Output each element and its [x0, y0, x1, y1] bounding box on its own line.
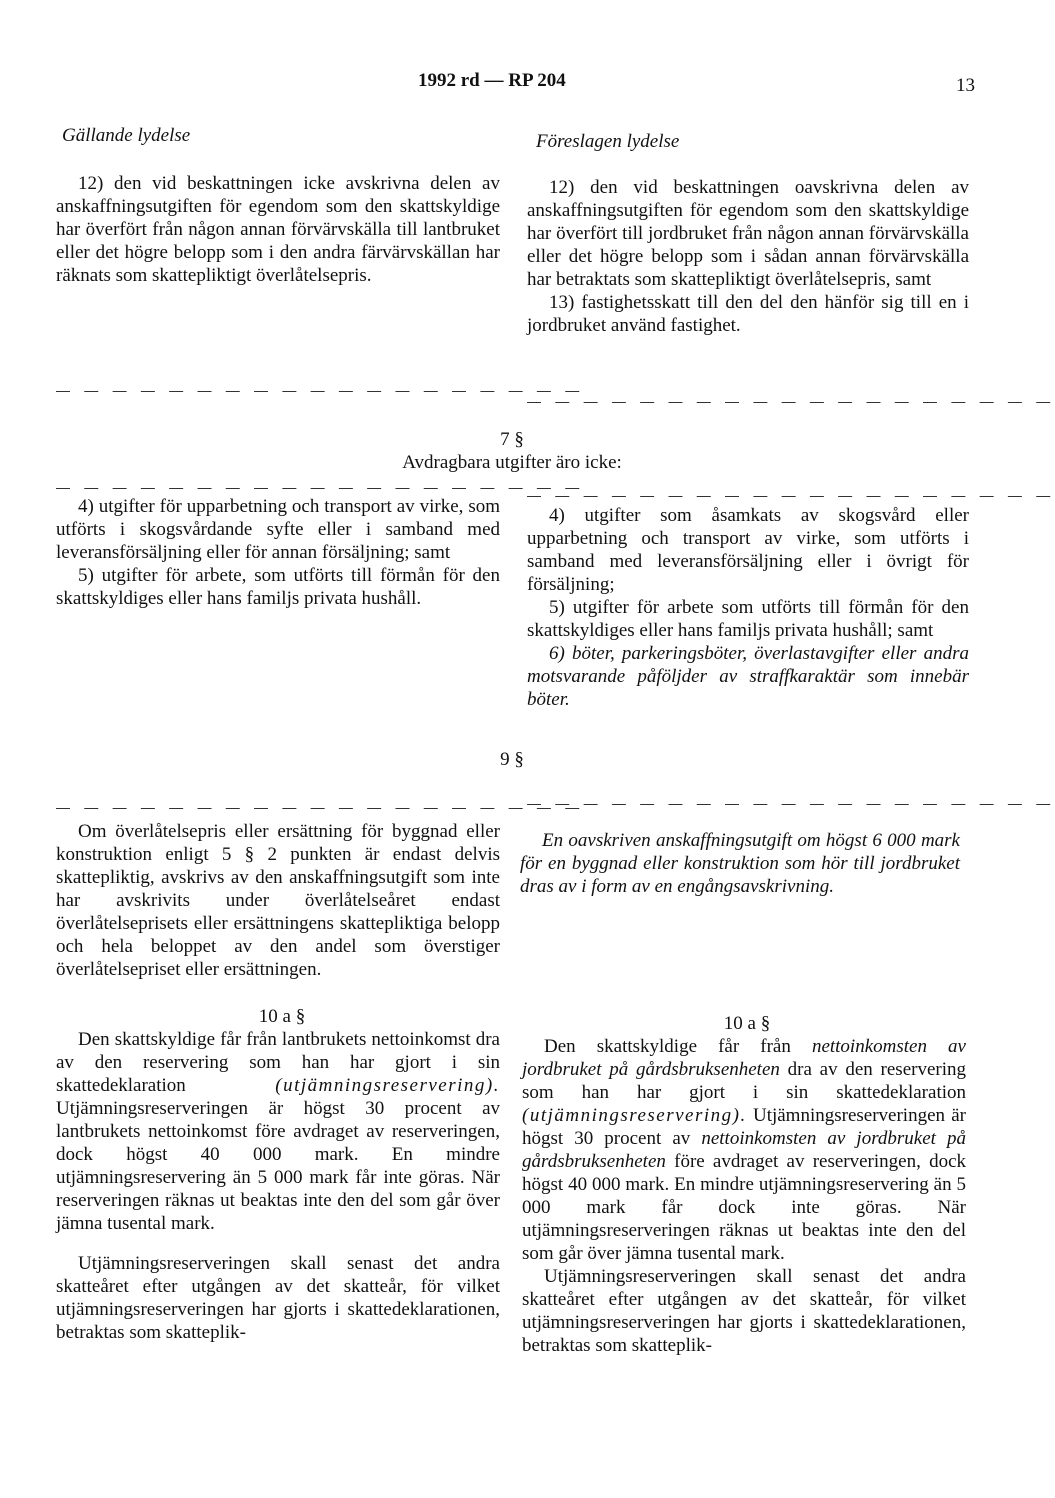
right-item-6: 6) böter, parkeringsböter, överlastavgifter eller andra motsvarande påföljder av straffkaraktär som innebär böter. — [527, 643, 969, 710]
section-9-right-text: En oavskriven anskaffningsutgift om högst 6 000 mark för en byggnad eller konstruktion som hör till jordbruket dras av i form av en engångsavskrivning. — [520, 830, 960, 897]
left-item-4: 4) utgifter för upparbetning och transport av virke, som utförts i skogsvårdande syfte eller i samband med leveransförsäljning eller för annan försäljning; samt — [56, 496, 500, 563]
right-item-12-13 — [527, 176, 969, 337]
right-column-heading: Föreslagen lydelse — [536, 131, 680, 152]
left-item-12: 12) den vid beskattningen icke avskrivna delen av anskaffningsutgiften för egendom som den skattskyldige har överfört från någon annan förvärvskälla till lantbruket eller det högre belopp som i den andra färvärvskällan har räknats som skattepliktigt överlåtelsepris. — [56, 173, 500, 286]
term-utjamningsreservering: (utjämningsreservering). — [522, 1105, 747, 1126]
right-10a-paragraph-2: Utjämningsreserveringen skall senast det andra skatteåret efter utgången av det skatteår, för vilket utjämningsreserveringen har gjorts i skattedeklarationen, betraktas som skatteplik- — [522, 1266, 966, 1356]
right-item-5: 5) utgifter för arbete som utförts till förmån för den skattskyldiges eller hans familjs privata hushåll; samt — [527, 597, 969, 641]
section-10a-right-text — [522, 1035, 966, 1357]
right-item-4: 4) utgifter som åsamkats av skogsvård eller upparbetning och transport av virke, som utförts i samband med leveransförsäljning eller i övrigt för försäljning; — [527, 505, 969, 595]
omission-dashes: — — — — — — — — — — — — — — — — — — — — [527, 487, 1055, 503]
left-10a-paragraph-2: Utjämningsreserveringen skall senast det andra skatteåret efter utgången av det skatteår, för vilket utjämningsreserveringen har gjorts i skattedeklarationen, betraktas som skatteplik- — [56, 1253, 500, 1343]
left-10a-paragraph-1: Den skattskyldige får från lantbrukets nettoinkomst dra av den reservering som han har gjort i sin skattedeklaration (utjämningsreservering). Utjämningsreserveringen är högst 30 procent av lantbrukets nettoinkomst före avdraget av reserveringen, dock högst 40 000 mark. En mindre utjämningsreservering än 5 000 mark får inte göras. När reserveringen räknas ut beaktas inte den del som går över jämna tusental mark. — [56, 1029, 500, 1234]
right-10a-paragraph-1: Den skattskyldige får från nettoinkomsten av jordbruket på gårdsbruksenheten dra av den reservering som han har gjort i sin skattedeklaration (utjämningsreservering). Utjämningsreserveringen är högst 30 procent av nettoinkomsten av jordbruket på gårdsbruksenheten före avdraget av reserveringen, dock högst 40 000 mark. En mindre utjämningsreservering än 5 000 mark får dock inte göras. När utjämningsreserveringen räknas ut beaktas inte den del som går över jämna tusental mark. — [522, 1036, 966, 1264]
section-7-title: Avdragbara utgifter äro icke: — [402, 452, 622, 473]
section-9-left-text: Om överlåtelsepris eller ersättning för byggnad eller konstruktion enligt 5 § 2 punkten är endast delvis skattepliktig, avskrivs av den anskaffningsutgift som inte har avskrivits under överlåtelseåret endast överlåtelseprisets eller ersättningens skattepliktiga belopp och hela beloppet av den andel som överstiger överlåtelsepriset eller ersättningen. — [56, 821, 500, 980]
omission-dashes: — — — — — — — — — — — — — — — — — — — — [56, 479, 585, 495]
section-7-left-text — [56, 495, 500, 610]
omission-dashes: — — — — — — — — — — — — — — — — — — — — [56, 799, 585, 815]
term-utjamningsreservering: (utjämningsreservering). — [275, 1075, 500, 1096]
omission-dashes: — — — — — — — — — — — — — — — — — — — — [527, 795, 1055, 811]
section-9-number: 9 § — [500, 749, 524, 770]
right-item-12: 12) den vid beskattningen oavskrivna delen av anskaffningsutgiften för egendom som den skattskyldige har överfört till jordbruket från någon annan förvärvskälla eller det högre belopp som i sådan annan förvärvskälla har betraktats som skattepliktigt överlåtelsepris, samt — [527, 177, 969, 290]
left-column-heading: Gällande lydelse — [62, 125, 191, 146]
page-header-title: 1992 rd — RP 204 — [418, 70, 566, 91]
page-number: 13 — [956, 75, 975, 96]
section-10a-number-left: 10 a § — [258, 1006, 306, 1027]
left-item-5: 5) utgifter för arbete, som utförts till förmån för den skattskyldiges eller hans familjs privata hushåll. — [56, 565, 500, 609]
section-7-right-text — [527, 504, 969, 711]
omission-dashes: — — — — — — — — — — — — — — — — — — — — [56, 382, 585, 398]
omission-dashes: — — — — — — — — — — — — — — — — — — — — [527, 393, 1055, 409]
section-10a-number-right: 10 a § — [723, 1013, 771, 1034]
section-10a-left-text — [56, 1028, 500, 1344]
right-item-13: 13) fastighetsskatt till den del den hänför sig till en i jordbruket använd fastighet. — [527, 292, 969, 336]
section-7-number: 7 § — [500, 429, 524, 450]
